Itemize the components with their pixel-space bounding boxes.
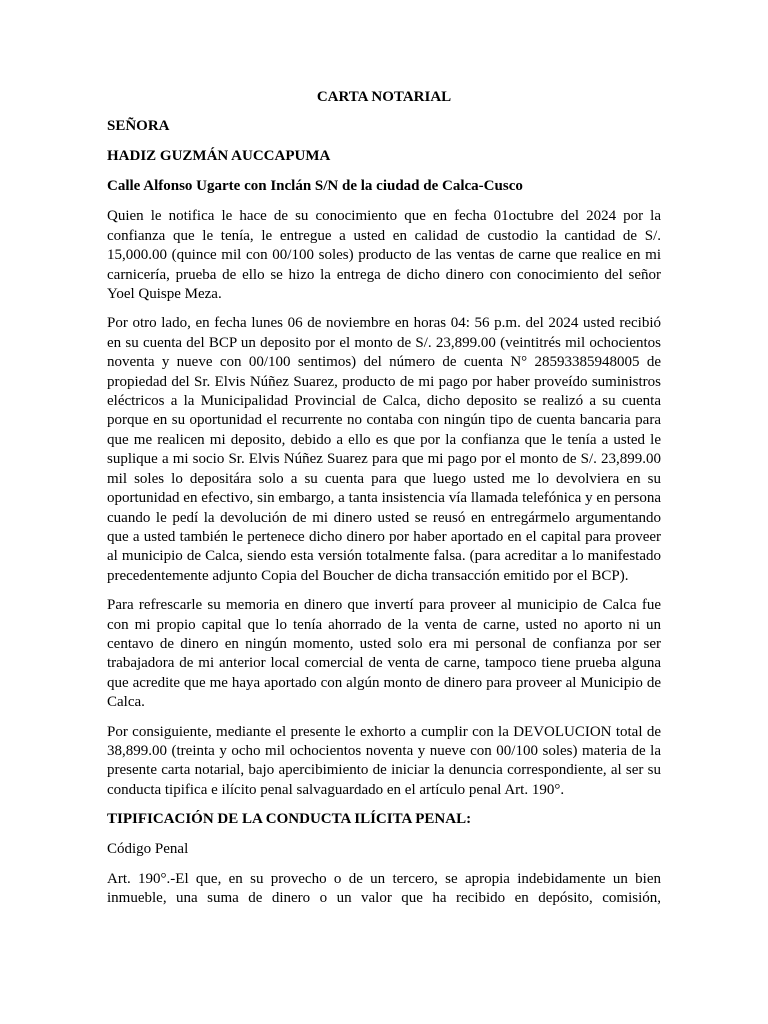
body-paragraph-capital: Para refrescarle su memoria en dinero que invertí para proveer al municipio de Calca fue con mi propio capital que lo tenía ahorrado de la venta de carne, usted no aporto ni un centavo de dinero en ningún momento, usted solo era mi personal de confianza por ser trabajadora de mi anterior local comercial de venta de carne, tampoco tiene prueba alguna que acredite que me haya aportado con algún monto de dinero para proveer al Municipio de Calca.: [107, 597, 661, 711]
letter-page: [107, 88, 661, 918]
recipient-address: Calle Alfonso Ugarte con Inclán S/N de la ciudad de Calca-Cusco: [107, 178, 523, 195]
body-paragraph-custody: Quien le notifica le hace de su conocimiento que en fecha 01octubre del 2024 por la confianza que le tenía, le entregue a usted en calidad de custodio la cantidad de S/. 15,000.00 (quince mil con 00/100 soles) producto de las ventas de carne que realice en mi carnicería, prueba de ello se hizo la entrega de dicho dinero con conocimiento del señor Yoel Quispe Meza.: [107, 208, 661, 303]
code-label: Código Penal: [107, 841, 189, 858]
recipient-salutation: SEÑORA: [107, 118, 170, 135]
body-paragraph-deposit: Por otro lado, en fecha lunes 06 de noviembre en horas 04: 56 p.m. del 2024 usted recibió en su cuenta del BCP un deposito por el monto de S/. 23,899.00 (veintitrés mil ochocientos noventa y nueve con 00/100 sentimos) del número de cuenta N° 28593385948005 de propiedad del Sr. Elvis Núñez Suarez, producto de mi pago por haber proveído suministros eléctricos a la Municipalidad Provincial de Calca, dicho deposito se realizó a su cuenta porque en su oportunidad el recurrente no contaba con ningún tipo de cuenta bancaria para que me realicen mi deposito, debido a ello es que por la confianza que le tenía a usted le suplique a mi socio Sr. Elvis Núñez Suarez para que mi pago por el monto de S/. 23,899.00 mil soles lo depositára solo a su cuenta para que luego usted me lo devolviera en su oportunidad en efectivo, sin embargo, a tanta insistencia vía llamada telefónica y en persona cuando le pedí la devolución de mi dinero usted se reusó en entregármelo argumentando que a usted también le pertenece dicho dinero por haber aportado en el capital para proveer al municipio de Calca, siendo esta versión totalmente falsa. (para acreditar a lo manifestado precedentemente adjunto Copia del Boucher de dicha transacción emitido por el BCP).: [107, 315, 661, 584]
document-title: CARTA NOTARIAL: [316, 89, 452, 105]
section-heading: TIPIFICACIÓN DE LA CONDUCTA ILÍCITA PENAL:: [107, 811, 472, 828]
article-text: Art. 190°.-El que, en su provecho o de un tercero, se apropia indebidamente un bien inmueble, una suma de dinero o un valor que ha recibido en depósito, comisión,: [107, 870, 661, 906]
recipient-name: HADIZ GUZMÁN AUCCAPUMA: [107, 148, 331, 165]
body-paragraph-demand: Por consiguiente, mediante el presente le exhorto a cumplir con la DEVOLUCION total de 38,899.00 (treinta y ocho mil ochocientos noventa y nueve con 00/100 soles) materia de la presente carta notarial, bajo apercibimiento de iniciar la denuncia correspondiente, al ser su conducta tipifica e ilícito penal salvaguardado en el artículo penal Art. 190°.: [107, 723, 661, 798]
